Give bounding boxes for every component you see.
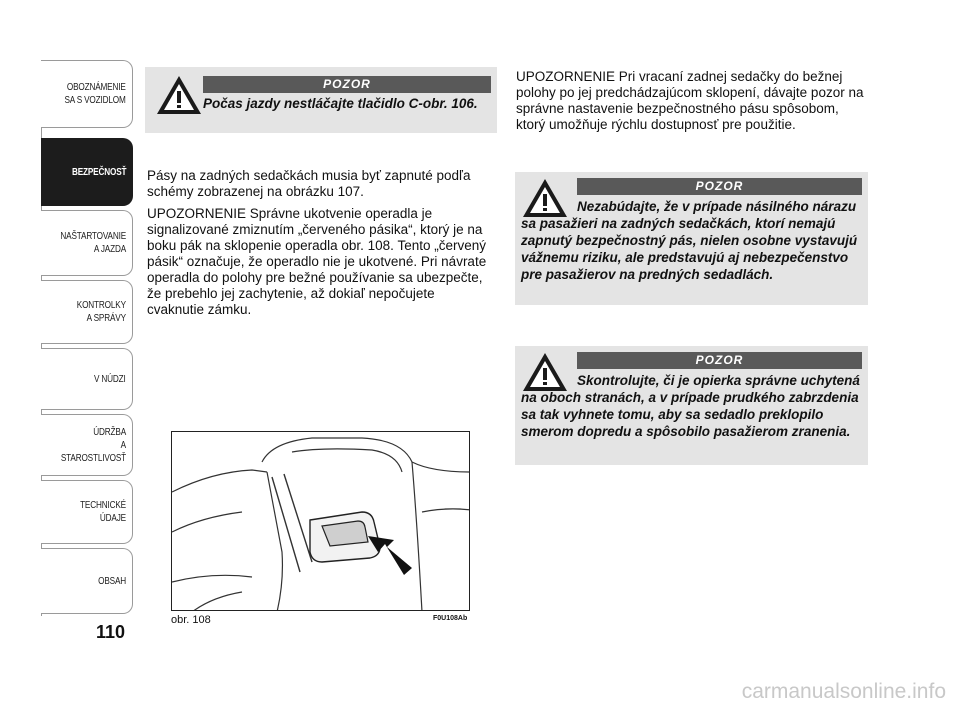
paragraph: Pásy na zadných sedačkách musia byť zapnuté podľa schémy zobrazenej na obrázku 107. (147, 168, 471, 199)
sidebar-item-oboznamenie[interactable] (41, 60, 133, 128)
sidebar-item-technicke-udaje[interactable] (41, 480, 133, 544)
sidebar-item-label: BEZPEČNOSŤ (71, 166, 126, 178)
warning-box (515, 346, 868, 465)
warning-box (145, 67, 497, 133)
watermark: carmanualsonline.info (741, 680, 946, 703)
warning-text: Počas jazdy nestláčajte tlačidlo C-obr. 106. (203, 96, 478, 111)
paragraph: UPOZORNENIE Pri vracaní zadnej sedačky do bežnej polohy po jej predchádzajúcom sklopení, dávajte pozor na správne nastavenie bezpečnostného pásu spôsobom, ktorý umožňuje rýchlu dostupnosť pre použitie. (516, 69, 864, 132)
warning-title: POZOR (203, 76, 491, 93)
sidebar-item-label: NAŠTARTOVANIE A JAZDA (60, 231, 126, 255)
sidebar-item-v-nudzi[interactable] (41, 348, 133, 410)
sidebar-item-udrzba[interactable] (41, 414, 133, 476)
sidebar-item-label: OBSAH (98, 575, 126, 587)
warning-triangle-icon (155, 74, 203, 116)
sidebar-item-label: TECHNICKÉ ÚDAJE (80, 500, 126, 524)
figure-caption: obr. 108 (171, 614, 211, 626)
paragraph: UPOZORNENIE Správne ukotvenie operadla je signalizované zmiznutím „červeného pásika“, ktorý je na boku pák na sklopenie operadla obr. 108. Tento „červený pásik“ označuje, že operadlo nie je ukotvené. Pri návrate operadla do polohy pre bežné používanie sa ubezpečte, že prebehlo jej zachytenie, až dokiaľ nepočujete cvaknutie zámku. (147, 206, 487, 317)
warning-title: POZOR (577, 178, 862, 195)
sidebar-item-label: V NÚDZI (94, 373, 126, 385)
sidebar-item-label: ÚDRŽBA A STAROSTLIVOSŤ (60, 426, 126, 464)
seat-backrest-lever-illustration (172, 432, 470, 611)
sidebar-item-nastartovanie[interactable] (41, 210, 133, 276)
sidebar-item-obsah[interactable] (41, 548, 133, 614)
sidebar-item-label: OBOZNÁMENIE SA S VOZIDLOM (64, 82, 126, 106)
page-number: 110 (96, 622, 126, 642)
left-column (147, 168, 492, 324)
warning-box (515, 172, 868, 305)
sidebar-item-kontrolky[interactable] (41, 280, 133, 344)
figure-108 (171, 431, 470, 611)
right-column (516, 69, 868, 139)
warning-text: Nezabúdajte, že v prípade násilného nárazu sa pasažieri na zadných sedačkách, ktorí nemajú zapnutý bezpečnostný pás, nielen osobne vystavujú vážnemu riziku, ale predstavujú aj nebezpečenstvo pre pasažierov na predných sedadlách. (521, 199, 858, 282)
warning-text: Skontrolujte, či je opierka správne uchytená na oboch stranách, a v prípade prudkého zabrzdenia sa tak vyhnete tomu, aby sa sedadlo preklopilo smerom dopredu a spôsobilo pasažierom zranenia. (521, 373, 860, 439)
warning-title: POZOR (577, 352, 862, 369)
sidebar-item-bezpecnost[interactable] (41, 138, 133, 206)
figure-code: F0U108Ab (433, 615, 468, 622)
sidebar-item-label: KONTROLKY A SPRÁVY (76, 300, 126, 324)
